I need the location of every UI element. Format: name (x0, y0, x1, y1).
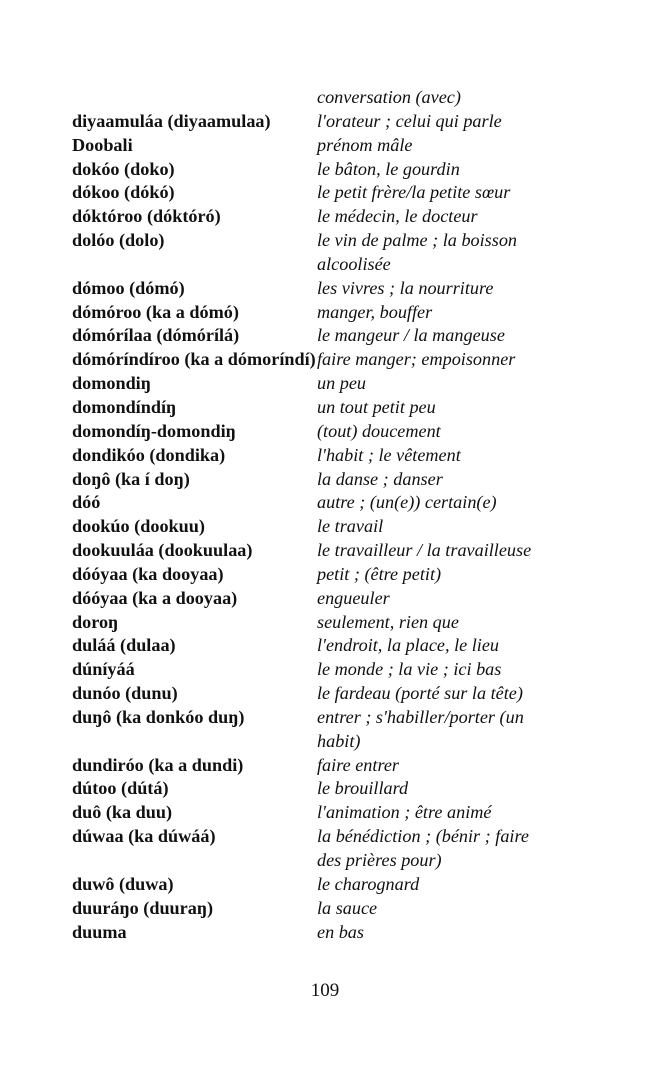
gloss (317, 229, 617, 277)
gloss-line: faire entrer (317, 754, 399, 775)
gloss (317, 801, 617, 825)
gloss-line: entrer ; s'habiller/porter (un (317, 706, 524, 727)
gloss (317, 563, 617, 587)
gloss (317, 825, 617, 873)
gloss-line: le bâton, le gourdin (317, 158, 460, 179)
gloss-line: l'endroit, la place, le lieu (317, 635, 500, 656)
gloss-line: (tout) doucement (317, 420, 441, 441)
dictionary-entry (72, 825, 632, 873)
gloss-line: le fardeau (porté sur la tête) (317, 683, 523, 704)
dictionary-entry (72, 110, 632, 134)
gloss-line: un tout petit peu (317, 396, 436, 417)
dictionary-entry (72, 682, 632, 706)
gloss (317, 468, 617, 492)
headword: duŋô (ka donkóo duŋ) (72, 706, 245, 727)
gloss (317, 706, 617, 754)
dictionary-entry (72, 873, 632, 897)
headword: Doobali (72, 134, 133, 155)
gloss (317, 396, 617, 420)
headword: duuráŋo (duuraŋ) (72, 897, 214, 918)
gloss (317, 658, 617, 682)
gloss-line: autre ; (un(e)) certain(e) (317, 492, 497, 513)
dictionary-entry (72, 777, 632, 801)
gloss-line: le mangeur / la mangeuse (317, 325, 505, 346)
dictionary-entry (72, 754, 632, 778)
dictionary-entry (72, 420, 632, 444)
gloss (317, 611, 617, 635)
gloss (317, 897, 617, 921)
headword: domondíŋ-domondiŋ (72, 420, 236, 441)
headword: dokóo (doko) (72, 158, 175, 179)
gloss-line: le vin de palme ; la boisson (317, 230, 518, 251)
dictionary-entry (72, 205, 632, 229)
headword: dúwaa (ka dúwáá) (72, 826, 216, 847)
dictionary-entry (72, 801, 632, 825)
gloss-line: le monde ; la vie ; ici bas (317, 659, 502, 680)
headword: dómóríndíroo (ka a dómoríndí) (72, 349, 316, 370)
gloss (317, 491, 617, 515)
gloss (317, 205, 617, 229)
gloss-line: manger, bouffer (317, 301, 433, 322)
dictionary-entry (72, 563, 632, 587)
gloss-line: un peu (317, 373, 366, 394)
gloss-line: engueuler (317, 587, 390, 608)
gloss (317, 348, 617, 372)
gloss (317, 777, 617, 801)
gloss (317, 587, 617, 611)
dictionary-entry (72, 324, 632, 348)
gloss (317, 873, 617, 897)
dictionary-entry (72, 539, 632, 563)
headword: dookuuláa (dookuulaa) (72, 540, 253, 561)
gloss-line: les vivres ; la nourriture (317, 277, 494, 298)
headword: doroŋ (72, 611, 119, 632)
gloss (317, 134, 617, 158)
dictionary-entry (72, 706, 632, 754)
gloss-line: l'habit ; le vêtement (317, 444, 461, 465)
gloss-line: en bas (317, 921, 364, 942)
headword: dolóo (dolo) (72, 230, 165, 251)
gloss (317, 444, 617, 468)
headword: duuma (72, 921, 127, 942)
dictionary-entry (72, 348, 632, 372)
dictionary-entry (72, 444, 632, 468)
gloss (317, 86, 617, 110)
headword: dundiróo (ka a dundi) (72, 754, 244, 775)
gloss (317, 277, 617, 301)
gloss (317, 324, 617, 348)
headword: dómoo (dómó) (72, 277, 185, 298)
gloss (317, 420, 617, 444)
dictionary-entry (72, 658, 632, 682)
gloss (317, 682, 617, 706)
gloss (317, 754, 617, 778)
headword: doŋô (ka í doŋ) (72, 468, 190, 489)
headword: dunóo (dunu) (72, 683, 178, 704)
gloss (317, 515, 617, 539)
gloss (317, 110, 617, 134)
dictionary-entry (72, 587, 632, 611)
headword: duláá (dulaa) (72, 635, 176, 656)
dictionary-entry (72, 611, 632, 635)
gloss (317, 372, 617, 396)
gloss (317, 539, 617, 563)
gloss-line: l'orateur ; celui qui parle (317, 110, 502, 131)
dictionary-entry (72, 277, 632, 301)
headword: dútoo (dútá) (72, 778, 169, 799)
headword: dóktóroo (dóktóró) (72, 206, 221, 227)
gloss-line: conversation (avec) (317, 87, 461, 107)
headword: dondikóo (dondika) (72, 444, 226, 465)
entry-list (72, 86, 632, 944)
gloss-line: des prières pour) (317, 850, 442, 870)
dictionary-entry (72, 229, 632, 277)
gloss-line: la bénédiction ; (bénir ; faire (317, 826, 529, 847)
dictionary-entry (72, 468, 632, 492)
gloss (317, 158, 617, 182)
dictionary-entry (72, 515, 632, 539)
dictionary-entry (72, 897, 632, 921)
dictionary-entry (72, 396, 632, 420)
dictionary-entry (72, 134, 632, 158)
gloss (317, 921, 617, 945)
gloss-line: la sauce (317, 897, 378, 918)
gloss-line: faire manger; empoisonner (317, 349, 516, 370)
gloss (317, 301, 617, 325)
gloss-line: petit ; (être petit) (317, 563, 442, 584)
dictionary-entry (72, 181, 632, 205)
dictionary-entry (72, 634, 632, 658)
gloss-line: le travail (317, 516, 384, 537)
headword: dómóroo (ka a dómó) (72, 301, 239, 322)
gloss-line: prénom mâle (317, 134, 413, 155)
headword: dókoo (dókó) (72, 182, 175, 203)
headword: domondíndíŋ (72, 396, 177, 417)
headword: domondiŋ (72, 373, 151, 394)
gloss-line: le médecin, le docteur (317, 206, 478, 227)
gloss-line: la danse ; danser (317, 468, 443, 489)
headword: dúníyáá (72, 659, 135, 680)
headword: duwô (duwa) (72, 873, 174, 894)
gloss-line: le charognard (317, 873, 420, 894)
gloss-line: habit) (317, 730, 361, 751)
dictionary-entry (72, 921, 632, 945)
headword: dóóyaa (ka a dooyaa) (72, 587, 238, 608)
headword: dóó (72, 492, 101, 513)
headword: dómórílaa (dómórílá) (72, 325, 240, 346)
gloss-line: l'animation ; être animé (317, 802, 492, 823)
gloss-line: le travailleur / la travailleuse (317, 540, 532, 561)
dictionary-entry (72, 86, 632, 110)
gloss-line: le brouillard (317, 778, 409, 799)
headword: duô (ka duu) (72, 802, 173, 823)
headword: dóóyaa (ka dooyaa) (72, 563, 224, 584)
dictionary-entry (72, 372, 632, 396)
gloss-line: le petit frère/la petite sœur (317, 182, 511, 203)
dictionary-entry (72, 491, 632, 515)
dictionary-entry (72, 301, 632, 325)
gloss-line: alcoolisée (317, 253, 391, 274)
page-number: 109 (310, 980, 340, 1001)
gloss (317, 634, 617, 658)
headword: dookúo (dookuu) (72, 516, 205, 537)
dictionary-entry (72, 158, 632, 182)
gloss-line: seulement, rien que (317, 611, 459, 632)
gloss (317, 181, 617, 205)
headword: diyaamuláa (diyaamulaa) (72, 110, 271, 131)
